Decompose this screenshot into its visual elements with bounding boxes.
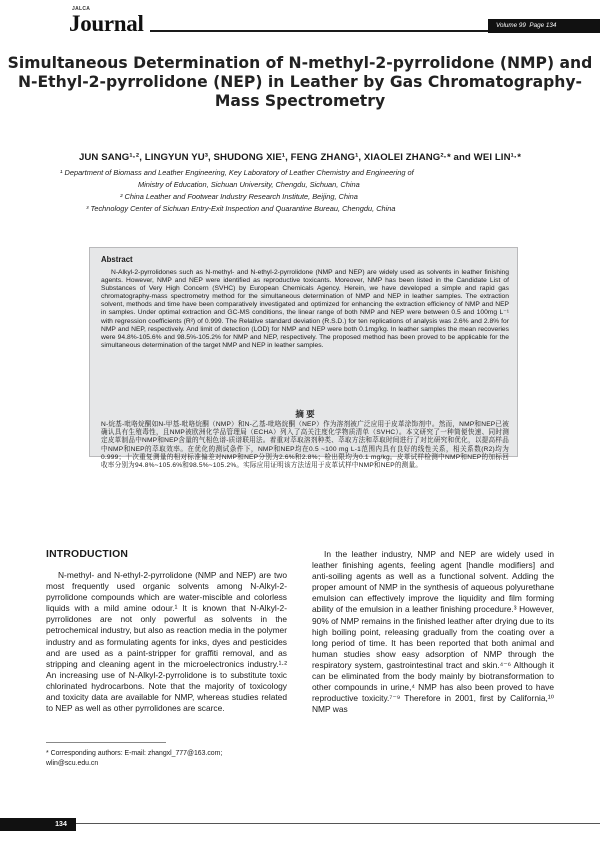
abstract-box — [89, 247, 518, 470]
footnote-line-1: * Corresponding authors: E-mail: zhangxl_777@163.com; — [46, 750, 223, 757]
affiliation-2: ² China Leather and Footwear Industry Research Institute, Beijing, China — [120, 192, 358, 201]
volume-page-label — [488, 19, 600, 33]
introduction-left-column: N-methyl- and N-ethyl-2-pyrrolidone (NMP and NEP) are two most frequently used organic solvents among N-Alkyl-2-pyrrolidone compounds which are water-miscible and colorless liquids with a mild amine odour.¹ It is known that N-Alkyl-2-pyrrolidones are not only powerful as solvents in the petrochemical industry, but also as reaction media in the polymer industry and as formulating agents for inks, dyes and pesticides and are used as a paint-stripper for graffiti removal, and as stripping and cleaning agent in the microelectronics industry.¹·² An increasing use of N-Alkyl-2-pyrrolidone is to substitute toxic chlorinated hydrocarbons. Note that the majority of toxicology and toxicity data are available for NMP, whereas studies related to NEP as well as other pyrrolidones are scarce. — [46, 570, 287, 714]
chinese-abstract-text: N-烷基-吡咯烷酮如N-甲基-吡咯烷酮（NMP）和N-乙基-吡咯烷酮（NEP）作为溶剂被广泛应用于皮革涂饰剂中。然而，NMP和NEP已被确认具有生殖毒性，且NMP被欧洲化学品管理局（ECHA）列入了高关注度化学物质清单（SVHC）。本文研究了一种简便快速、同时测定皮革制品中NMP和NEP含量的气相色谱-质谱联用法。着重对萃取溶剂种类、萃取方法和萃取时间进行了对比研究和优化，以提高样品中NMP和NEP的萃取效率。在优化的测试条件下，NMP和NEP均在0.5 ~100 mg L-1范围内具有良好的线性关系，相关系数(R2)均为0.999；十次重复测量的相对标准偏差对NMP和NEP分别为2.6%和2.8%；检出限均为0.1 mg/kg。皮革试样检测中NMP和NEP的加标回收率分别为94.8%~105.6%和98.5%~105.2%。实际应用证明该方法适用于皮革试样中NMP和NEP的测量。 — [101, 421, 509, 470]
header-rule — [150, 30, 488, 32]
footnote-line-2: wlin@scu.edu.cn — [46, 759, 99, 767]
author-list: JUN SANG¹·², LINGYUN YU³, SHUDONG XIE¹, FENG ZHANG¹, XIAOLEI ZHANG²·* and WEI LIN¹·* — [78, 152, 522, 163]
affiliation-3: ³ Technology Center of Sichuan Entry-Exit Inspection and Quarantine Bureau, Chengdu, China — [86, 204, 396, 213]
chinese-abstract-heading: 摘 要 — [295, 409, 315, 419]
page-number: 134 — [55, 821, 67, 828]
journal-logo-small: JALCA — [72, 6, 91, 12]
volume-label: Volume 99 — [496, 22, 526, 29]
introduction-right-column: In the leather industry, NMP and NEP are widely used in leather finishing agents, feeling agent [handle modifiers] and anti-soiling agents as well as a functional solvent. Adding the proper amount of NMP in the synthesis of aqueous polyurethane emulsion can effectively improve the liquidity and film forming ability of the emulsion in a leather finishing procedure.³ However, 90% of NMP remains in the finished leather after drying due to its high boiling point, releasing gradually from the coating over a long period of time. It has been reported that both animal and human studies show easy adsorption of NMP through the respiratory system, gastrointestinal tract and skin.⁴⁻⁶ Although it can be eliminated from the body mainly by biotransformation to other compounds in urine,⁴ NMP has also been proved to have reproductive toxicity.⁷⁻⁹ Therefore in 2001, first by California,¹⁰ NMP was — [312, 549, 554, 715]
page-label: Page 134 — [529, 22, 557, 29]
affiliations — [60, 168, 560, 216]
footnote — [46, 749, 306, 768]
journal-logo: Journal — [69, 11, 144, 36]
affiliation-1-cont: Ministry of Education, Sichuan University, Chengdu, Sichuan, China — [138, 180, 360, 189]
abstract-text: N-Alkyl-2-pyrrolidones such as N-methyl- and N-ethyl-2-pyrrolidone (NMP and NEP) are widely used as solvents in leather finishing agents. However, NMP and NEP were identified as reproductive toxicants. Moreover, NMP has been listed in the Candidate List of Substances of Very High Concern (SVHC) by European Chemicals Agency. Herein, we have developed a simple and rapid gas chromatography-mass spectrometry method for the simultaneous determination of NMP and NEP in leather samples. The extraction solvent, methods and time have been comparatively investigated and optimized for enhancing the extraction efficiency of NMP and NEP in samples. Under optimal extraction and GC-MS conditions, the linear range of both NMP and NEP were between 0.5 and 100mg L⁻¹ with regression coefficients (R²) of 0.999. The Relative standard deviation (R.S.D.) for ten replications of analysis was 2.6% and 2.8% for NMP and NEP, respectively. And limit of detection (LOD) for NMP and NEP were both 0.1mg/kg. In leather samples the mean recoveries were 94.8%-105.6% and 98.5%-105.2% for NMP and NEP, respectively. The proposed method has been proved to be applicable for the simultaneous determination of the target NMP and NEP in leather samples. — [101, 269, 509, 349]
introduction-heading: INTRODUCTION — [46, 549, 129, 560]
affiliation-1: ¹ Department of Biomass and Leather Engineering, Key Laboratory of Leather Chemistry and Engineering of — [60, 168, 414, 177]
footnote-rule — [46, 742, 166, 743]
abstract-heading: Abstract — [101, 255, 133, 264]
journal-header — [0, 0, 600, 38]
article-title: Simultaneous Determination of N-methyl-2-pyrrolidone (NMP) and N-Ethyl-2-pyrrolidone (NEP) in Leather by Gas Chromatography-Mass Spectrometry — [7, 54, 593, 110]
footer-rule — [76, 823, 600, 824]
